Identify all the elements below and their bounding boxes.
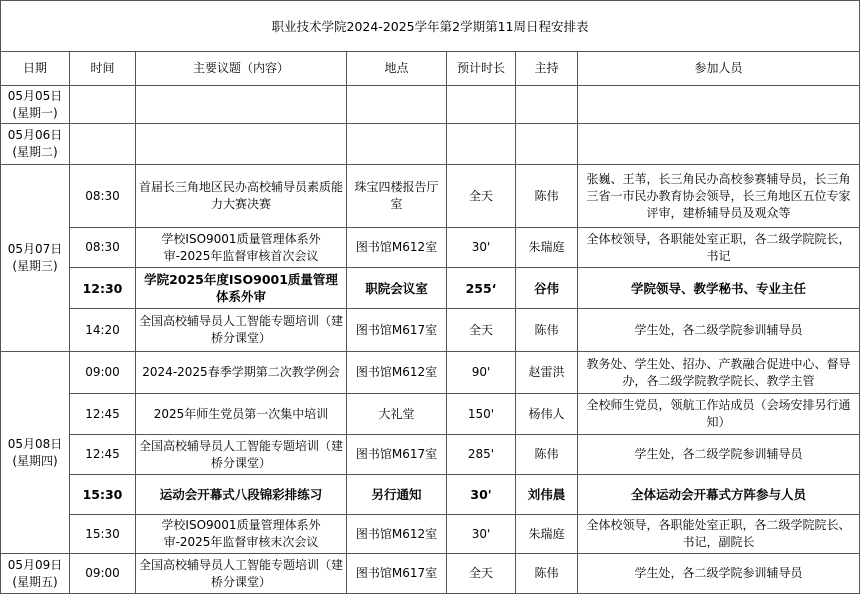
duration-cell: 30' xyxy=(447,515,516,554)
topic-cell: 2024-2025春季学期第二次教学例会 xyxy=(136,352,347,394)
weekday-text: (星期二) xyxy=(12,145,58,159)
place-cell: 珠宝四楼报告厅室 xyxy=(347,165,447,228)
table-row xyxy=(1,165,860,228)
host-cell: 陈伟 xyxy=(516,309,578,352)
host-cell: 朱瑞庭 xyxy=(516,515,578,554)
time-cell: 12:45 xyxy=(70,394,136,435)
attendees-cell: 教务处、学生处、招办、产教融合促进中心、督导办，各二级学院教学院长、教学主管 xyxy=(578,352,860,394)
place-cell: 图书馆M612室 xyxy=(347,352,447,394)
time-cell xyxy=(70,86,136,124)
duration-cell: 30' xyxy=(447,228,516,268)
attendees-cell: 全校师生党员，领航工作站成员（会场安排另行通知） xyxy=(578,394,860,435)
attendees-cell: 学生处，各二级学院参训辅导员 xyxy=(578,435,860,475)
host-cell: 陈伟 xyxy=(516,165,578,228)
topic-cell: 全国高校辅导员人工智能专题培训（建桥分课堂） xyxy=(136,554,347,594)
place-cell: 大礼堂 xyxy=(347,394,447,435)
attendees-cell: 学生处，各二级学院参训辅导员 xyxy=(578,309,860,352)
topic-cell: 全国高校辅导员人工智能专题培训（建桥分课堂） xyxy=(136,309,347,352)
table-row xyxy=(1,228,860,268)
date-cell xyxy=(1,86,70,124)
header-place: 地点 xyxy=(347,52,447,86)
time-cell: 14:20 xyxy=(70,309,136,352)
header-host: 主持 xyxy=(516,52,578,86)
host-cell xyxy=(516,124,578,165)
host-cell: 谷伟 xyxy=(516,268,578,309)
date-text: 05月05日 xyxy=(7,88,63,103)
date-text: 05月09日 xyxy=(7,557,63,572)
date-cell xyxy=(1,554,70,594)
time-cell: 08:30 xyxy=(70,228,136,268)
table-row xyxy=(1,394,860,435)
weekday-text: (星期三) xyxy=(12,259,58,273)
place-cell: 职院会议室 xyxy=(347,268,447,309)
topic-cell: 学校ISO9001质量管理体系外审-2025年监督审核首次会议 xyxy=(136,228,347,268)
table-row xyxy=(1,309,860,352)
weekday-text: (星期一) xyxy=(12,105,58,120)
attendees-cell: 全体运动会开幕式方阵参与人员 xyxy=(578,475,860,515)
attendees-cell: 张巍、王苇，长三角民办高校参赛辅导员，长三角三省一市民办教育协会领导，长三角地区五位专家评审，建桥辅导员及观众等 xyxy=(578,165,860,228)
time-cell: 12:30 xyxy=(70,268,136,309)
place-cell: 图书馆M617室 xyxy=(347,435,447,475)
duration-cell: 90' xyxy=(447,352,516,394)
time-cell xyxy=(70,124,136,165)
date-text: 05月06日 xyxy=(7,128,63,142)
time-cell: 15:30 xyxy=(70,515,136,554)
attendees-cell: 学生处，各二级学院参训辅导员 xyxy=(578,554,860,594)
host-cell: 陈伟 xyxy=(516,554,578,594)
table-row xyxy=(1,86,860,124)
duration-cell: 全天 xyxy=(447,554,516,594)
time-cell: 15:30 xyxy=(70,475,136,515)
date-cell xyxy=(1,165,70,352)
duration-cell xyxy=(447,124,516,165)
topic-cell: 学院2025年度ISO9001质量管理体系外审 xyxy=(136,268,347,309)
weekday-text: (星期五) xyxy=(12,574,58,589)
topic-cell: 首届长三角地区民办高校辅导员素质能力大赛决赛 xyxy=(136,165,347,228)
time-cell: 09:00 xyxy=(70,352,136,394)
place-cell xyxy=(347,124,447,165)
place-cell: 图书馆M612室 xyxy=(347,515,447,554)
place-cell: 图书馆M612室 xyxy=(347,228,447,268)
attendees-cell xyxy=(578,86,860,124)
place-cell xyxy=(347,86,447,124)
table-row xyxy=(1,475,860,515)
header-date: 日期 xyxy=(1,52,70,86)
table-row xyxy=(1,554,860,594)
date-text: 05月07日 xyxy=(7,242,63,256)
schedule-table xyxy=(0,51,860,594)
schedule-title: 职业技术学院2024-2025学年第2学期第11周日程安排表 xyxy=(0,0,860,51)
duration-cell: 全天 xyxy=(447,165,516,228)
header-topic: 主要议题（内容） xyxy=(136,52,347,86)
header-attendees: 参加人员 xyxy=(578,52,860,86)
header-row xyxy=(1,52,860,86)
host-cell: 陈伟 xyxy=(516,435,578,475)
header-time: 时间 xyxy=(70,52,136,86)
table-row xyxy=(1,352,860,394)
time-cell: 09:00 xyxy=(70,554,136,594)
time-cell: 12:45 xyxy=(70,435,136,475)
duration-cell: 285' xyxy=(447,435,516,475)
header-duration: 预计时长 xyxy=(447,52,516,86)
duration-cell: 全天 xyxy=(447,309,516,352)
topic-cell xyxy=(136,124,347,165)
topic-cell: 运动会开幕式八段锦彩排练习 xyxy=(136,475,347,515)
duration-cell xyxy=(447,86,516,124)
table-row xyxy=(1,124,860,165)
table-row xyxy=(1,435,860,475)
date-cell xyxy=(1,124,70,165)
weekday-text: (星期四) xyxy=(12,453,58,468)
host-cell: 杨伟人 xyxy=(516,394,578,435)
date-cell xyxy=(1,352,70,554)
place-cell: 图书馆M617室 xyxy=(347,554,447,594)
duration-cell: 255‘ xyxy=(447,268,516,309)
topic-cell: 学校ISO9001质量管理体系外审-2025年监督审核末次会议 xyxy=(136,515,347,554)
attendees-cell: 全体校领导，各职能处室正职，各二级学院院长，书记 xyxy=(578,228,860,268)
topic-cell: 全国高校辅导员人工智能专题培训（建桥分课堂） xyxy=(136,435,347,475)
place-cell: 另行通知 xyxy=(347,475,447,515)
duration-cell: 150' xyxy=(447,394,516,435)
table-row xyxy=(1,268,860,309)
attendees-cell xyxy=(578,124,860,165)
host-cell: 赵雷洪 xyxy=(516,352,578,394)
time-cell: 08:30 xyxy=(70,165,136,228)
duration-cell: 30' xyxy=(447,475,516,515)
attendees-cell: 学院领导、教学秘书、专业主任 xyxy=(578,268,860,309)
host-cell: 朱瑞庭 xyxy=(516,228,578,268)
host-cell: 刘伟晨 xyxy=(516,475,578,515)
place-cell: 图书馆M617室 xyxy=(347,309,447,352)
topic-cell xyxy=(136,86,347,124)
host-cell xyxy=(516,86,578,124)
date-text: 05月08日 xyxy=(7,436,63,451)
attendees-cell: 全体校领导，各职能处室正职，各二级学院院长、书记，副院长 xyxy=(578,515,860,554)
topic-cell: 2025年师生党员第一次集中培训 xyxy=(136,394,347,435)
table-row xyxy=(1,515,860,554)
